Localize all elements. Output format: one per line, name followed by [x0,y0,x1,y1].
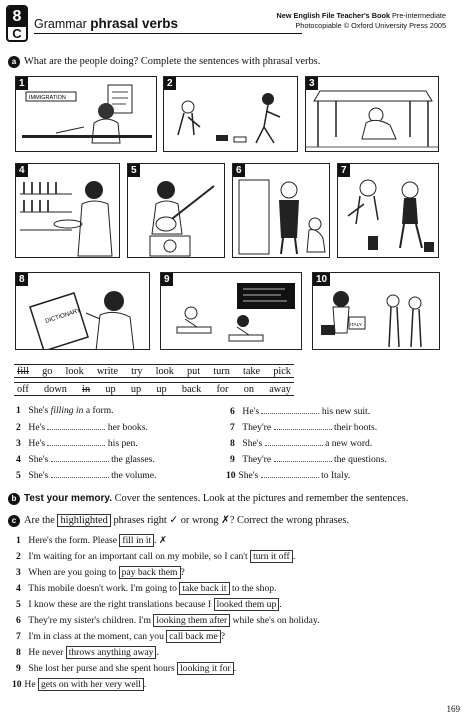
panel-number: 9 [161,273,173,286]
exercise-b-bullet: b [8,493,20,505]
panel-number: 1 [16,77,28,90]
particle-word: on [243,384,254,395]
panel-number: 8 [16,273,28,286]
verb-word: go [42,366,53,377]
sentence-9: 9 They're the questions. [230,454,387,465]
panel-number: 6 [233,164,245,177]
picture-panel-3 [305,76,439,152]
immigration-sign: IMMIGRATION [29,95,66,101]
sentence-6: 6 He's his new suit. [230,406,371,417]
particle-word: up [130,384,142,395]
particle-word: off [17,384,29,395]
exercise-a-instruction [8,55,320,68]
sentence-10: 10 She's to Italy. [226,470,351,481]
check-item-8: 8 He never throws anything away . [16,647,159,658]
highlight-box: highlighted [57,514,110,527]
answer-blank[interactable] [274,421,332,430]
exercise-c-instruction: c Are the highlighted phrases right ✓ or wrong ✗? Correct the wrong phrases. [8,514,349,527]
sentence-4: 4 She's the glasses. [16,454,155,465]
verb-word: write [96,366,119,377]
answer-blank[interactable] [274,453,332,462]
panel-number: 5 [128,164,140,177]
guitar-player-illustration [128,164,225,258]
verb-word: put [187,366,201,377]
particle-word: in [82,384,91,395]
highlighted-phrase[interactable]: gets on with her very well [38,678,144,691]
picture-panel-8 [15,272,150,350]
travel-illustration [313,273,440,350]
highlighted-phrase[interactable]: call back me [166,630,220,643]
book-title: New English File Teacher's Book [276,11,391,20]
sentence-8: 8 She's a new word. [230,438,373,449]
highlighted-phrase[interactable]: looking it for [177,662,234,675]
particle-word: up [156,384,167,395]
picture-panel-9 [160,272,302,350]
exercise-a-bullet: a [8,56,20,68]
picture-panel-1 [15,76,157,152]
unit-badge [6,5,28,42]
taking-off-boots-illustration [338,164,439,258]
highlighted-phrase[interactable]: take back it [179,582,229,595]
copyright: Photocopiable © Oxford University Press 2005 [295,21,446,30]
title-prefix: Grammar [34,17,87,31]
dictionary-illustration [16,273,150,350]
classroom-illustration [161,273,302,350]
dictionary-label: DICTIONARY [44,307,82,325]
under-table-illustration [306,77,439,152]
sentence-5: 5 She's the volume. [16,470,157,481]
panel-number: 4 [16,164,28,177]
highlighted-phrase[interactable]: pay back them [119,566,181,579]
sentence-3: 3 He's his pen. [16,438,138,449]
verb-word: look [155,366,174,377]
check-item-9: 9 She lost her purse and she spent hours looking it for . [16,663,237,674]
particle-box [14,382,294,396]
italy-tag: ITALY [350,322,362,327]
particle-word: for [216,384,229,395]
picture-panel-2 [163,76,298,152]
verb-word: pick [273,366,291,377]
highlighted-phrase[interactable]: looked them up [214,598,280,611]
answer-blank[interactable] [261,469,319,478]
answer-blank[interactable] [47,437,105,446]
check-item-6: 6 They're my sister's children. I'm looking them after while she's on holiday. [16,615,320,626]
picture-panel-5 [127,163,225,258]
header-rule [34,33,302,34]
verb-word: fill [17,366,30,377]
panel-number: 3 [306,77,318,90]
check-item-5: 5 I know these are the right translations because I looked them up . [16,599,282,610]
particle-word: away [269,384,291,395]
exercise-b-instruction [8,492,408,505]
page-number: 169 [446,704,460,714]
sentence-2: 2 He's her books. [16,422,148,433]
picture-panel-10 [312,272,440,350]
book-credit [277,11,447,31]
unit-letter: C [12,26,22,41]
verb-word: turn [213,366,230,377]
check-item-3: 3 When are you going to pay back them ? [16,567,185,578]
page-title [34,16,178,31]
unit-number: 8 [8,7,26,27]
highlighted-phrase[interactable]: turn it off [250,550,293,563]
verb-word: look [65,366,84,377]
putting-away-glasses-illustration [16,164,120,258]
exercise-b-bold: Test your memory. [24,493,112,504]
panel-number: 2 [164,77,176,90]
exercise-c-bullet: c [8,515,20,527]
particle-word: down [44,384,67,395]
check-item-7: 7 I'm in class at the moment, can you call back me ? [16,631,226,642]
verb-word: take [242,366,261,377]
highlighted-phrase[interactable]: fill in it [119,534,154,547]
answer-blank[interactable] [47,421,105,430]
immigration-desk-illustration [16,77,157,152]
exercise-a-text: What are the people doing? Complete the sentences with phrasal verbs. [24,56,321,67]
panel-number: 10 [313,273,330,286]
verb-word: try [131,366,143,377]
panel-number: 7 [338,164,350,177]
trying-on-suit-illustration [233,164,330,258]
answer-blank[interactable] [261,405,319,414]
highlighted-phrase[interactable]: looking them after [153,614,230,627]
check-item-1: 1 Here's the form. Please fill in it . ✗ [16,535,168,546]
dropped-books-illustration [164,77,298,152]
book-level: Pre-intermediate [392,11,446,20]
check-item-2: 2 I'm waiting for an important call on my mobile, so I can't turn it off . [16,551,296,562]
picture-panel-7 [337,163,439,258]
particle-word: back [181,384,202,395]
exercise-b-text: Cover the sentences. Look at the pictures and remember the sentences. [114,493,409,504]
highlighted-phrase[interactable]: throws anything away [66,646,157,659]
answer-blank[interactable] [265,437,323,446]
example-answer: filling in [50,405,84,416]
answer-blank[interactable] [51,453,109,462]
picture-panel-6 [232,163,330,258]
particle-word: up [105,384,116,395]
sentence-1: 1 She's filling in a form. [16,405,114,416]
answer-blank[interactable] [51,469,109,478]
check-item-10: 10 He gets on with her very well . [12,679,147,690]
title-main: phrasal verbs [90,16,179,31]
picture-panel-4 [15,163,120,258]
sentence-7: 7 They're their boots. [230,422,378,433]
check-item-4: 4 This mobile doesn't work. I'm going to take back it to the shop. [16,583,277,594]
verb-box [14,364,294,378]
